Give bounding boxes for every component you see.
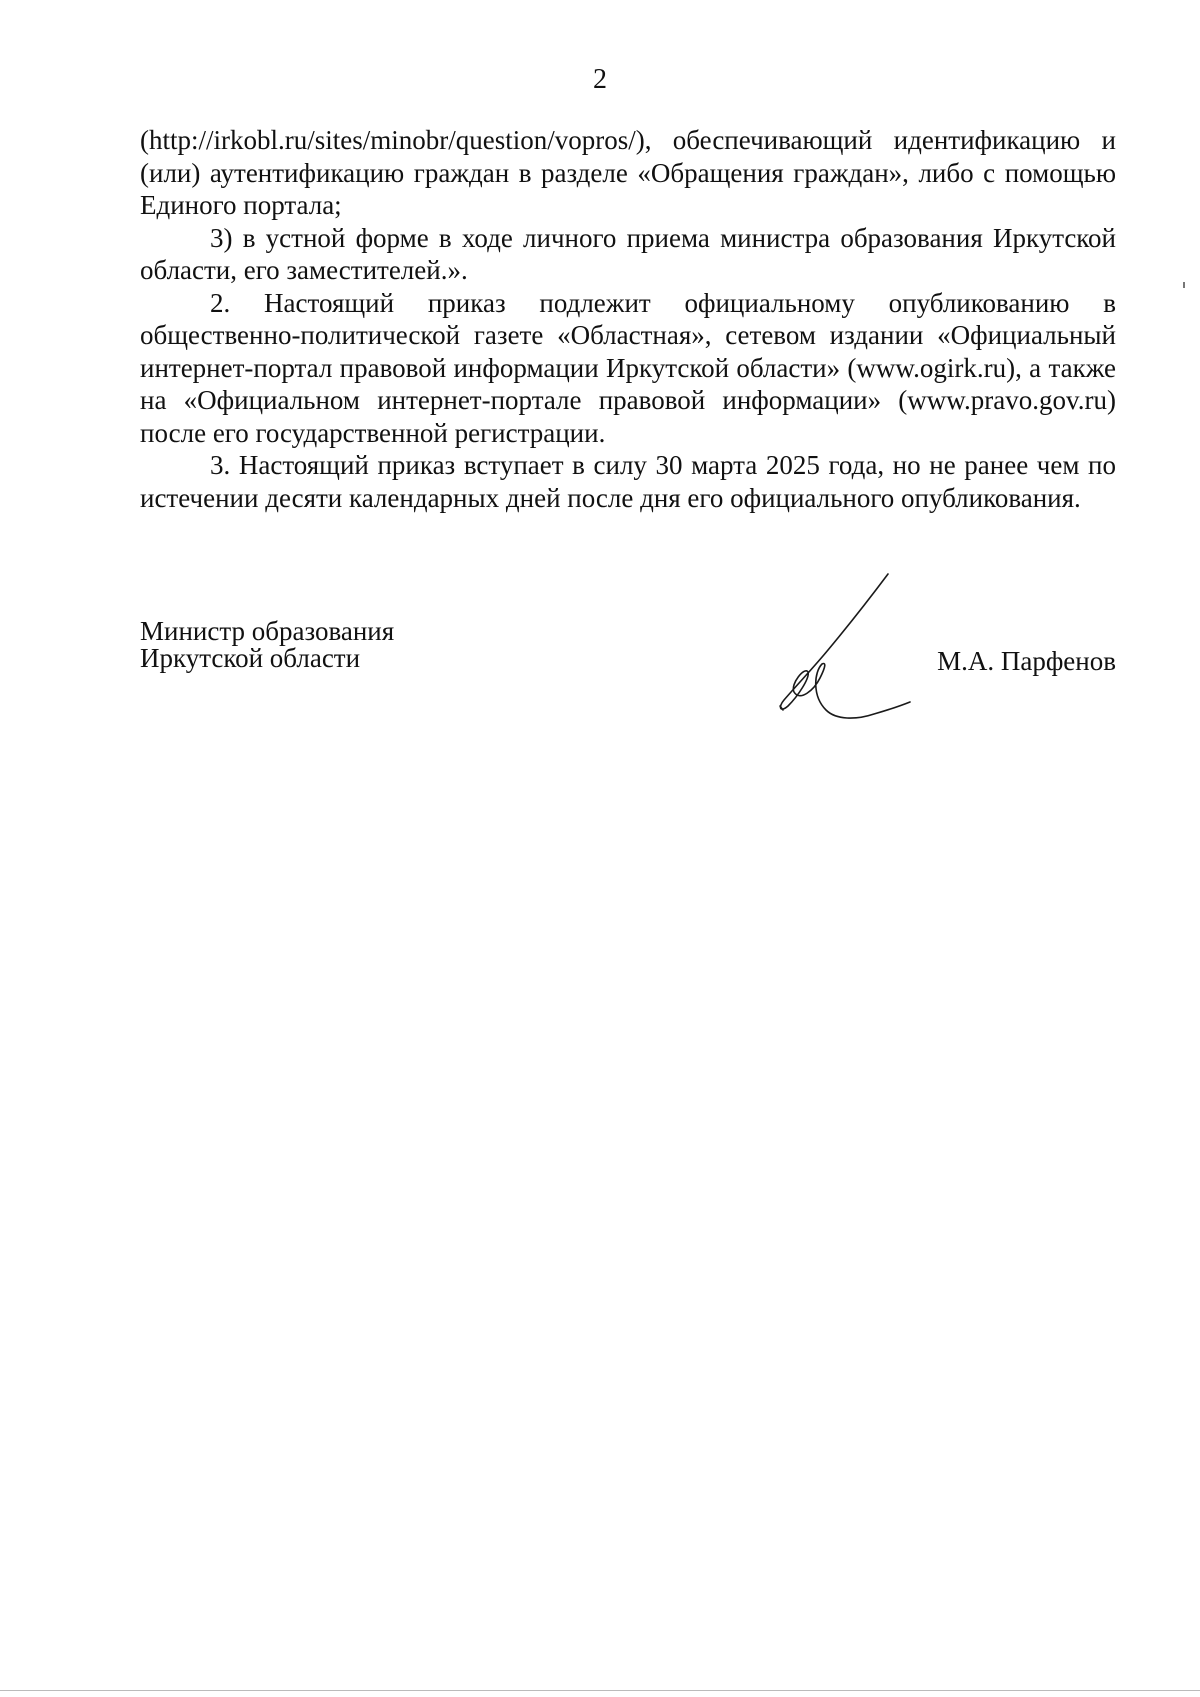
handwritten-signature bbox=[770, 568, 940, 728]
document-body bbox=[140, 124, 1116, 514]
page-bottom-edge bbox=[0, 1690, 1200, 1691]
scan-artifact-mark bbox=[1183, 282, 1185, 288]
paragraph-continuation: (http://irkobl.ru/sites/minobr/question/vopros/), обеспечивающий идентификацию и (или) аутентификацию граждан в разделе «Обращения граждан», либо с помощью Единого портала; bbox=[140, 125, 1116, 220]
paragraph-clause-3: 3. Настоящий приказ вступает в силу 30 марта 2025 года, но не ранее чем по истечении десяти календарных дней после дня его официального опубликования. bbox=[140, 450, 1116, 513]
signature-block bbox=[140, 618, 1116, 728]
signatory-name: М.А. Парфенов bbox=[937, 646, 1116, 676]
page-number: 2 bbox=[593, 64, 607, 95]
paragraph-item-3: 3) в устной форме в ходе личного приема министра образования Иркутской области, его заместителей.». bbox=[140, 222, 1116, 285]
signatory-position-line-2: Иркутской области bbox=[140, 643, 361, 673]
signatory-position bbox=[140, 618, 394, 672]
paragraph-clause-2: 2. Настоящий приказ подлежит официальному опубликованию в общественно-политической газете «Областная», сетевом издании «Официальный интернет-портал правовой информации Иркутской области» (www.ogirk.ru), а также на «Официальном интернет-портале правовой информации» (www.pravo.gov.ru) после его государственной регистрации. bbox=[140, 287, 1116, 448]
signatory-position-line-1: Министр образования bbox=[140, 616, 395, 646]
